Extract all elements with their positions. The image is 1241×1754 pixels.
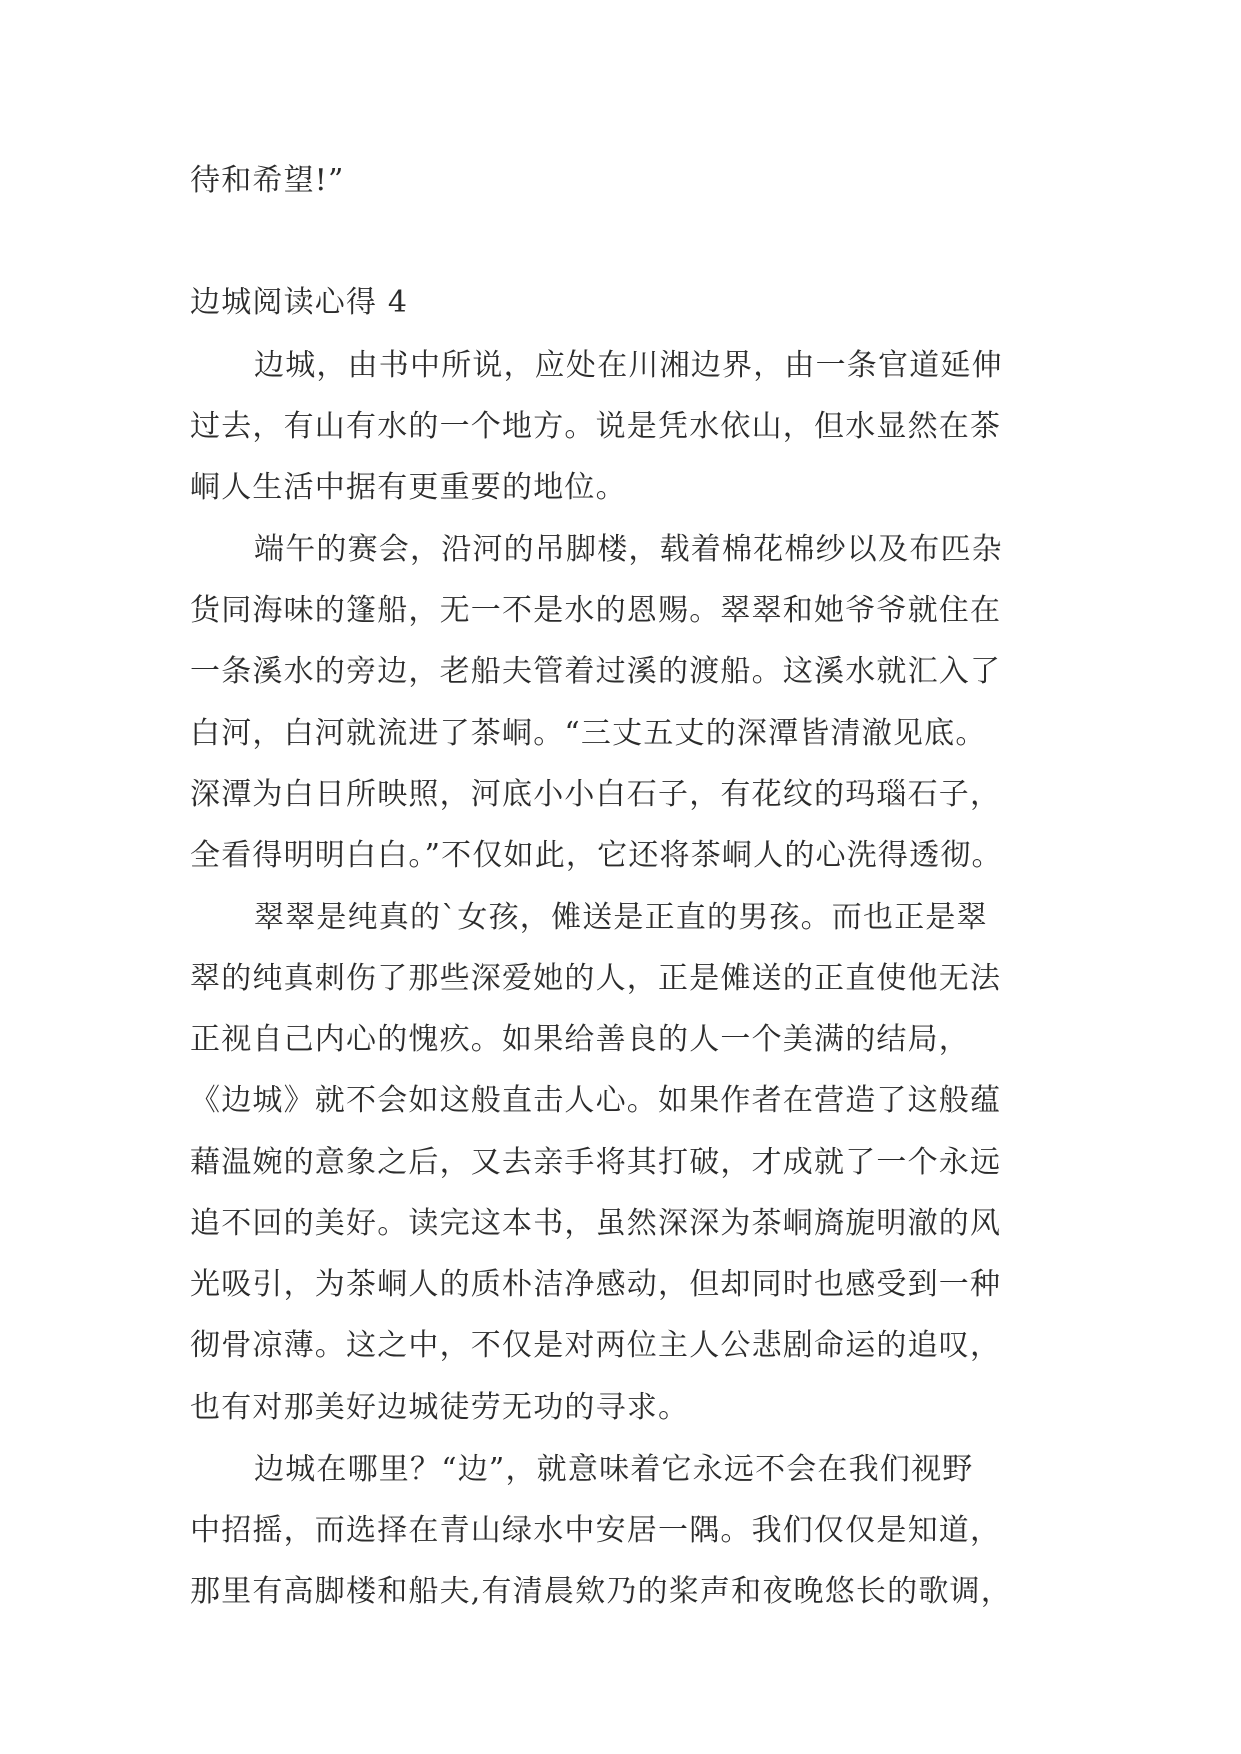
paragraph-2-line-2: 货同海味的篷船，无一不是水的恩赐。翠翠和她爷爷就住在 bbox=[190, 593, 1002, 628]
paragraph-3-line-2: 翠的纯真刺伤了那些深爱她的人，正是傩送的正直使他无法 bbox=[190, 961, 1002, 996]
paragraph-3-line-1: 翠翠是纯真的`女孩，傩送是正直的男孩。而也正是翠 bbox=[254, 900, 988, 935]
paragraph-3-line-8: 彻骨凉薄。这之中，不仅是对两位主人公悲剧命运的追叹， bbox=[190, 1328, 1002, 1363]
paragraph-3-line-7: 光吸引，为茶峒人的质朴洁净感动，但却同时也感受到一种 bbox=[190, 1267, 1002, 1302]
section-heading: 边城阅读心得 4 bbox=[190, 285, 409, 320]
paragraph-4-line-1: 边城在哪里？“边”，就意味着它永远不会在我们视野 bbox=[254, 1452, 974, 1487]
paragraph-4-line-2: 中招摇，而选择在青山绿水中安居一隅。我们仅仅是知道， bbox=[190, 1513, 1002, 1548]
paragraph-1-line-3: 峒人生活中据有更重要的地位。 bbox=[190, 470, 627, 505]
paragraph-1-line-1: 边城，由书中所说，应处在川湘边界，由一条官道延伸 bbox=[254, 348, 1003, 383]
paragraph-2-line-1: 端午的赛会，沿河的吊脚楼，载着棉花棉纱以及布匹杂 bbox=[254, 532, 1003, 567]
paragraph-2-line-5: 深潭为白日所映照，河底小小白石子，有花纹的玛瑙石子， bbox=[190, 777, 1002, 812]
paragraph-2-line-4: 白河，白河就流进了茶峒。“三丈五丈的深潭皆清澈见底。 bbox=[190, 716, 987, 751]
paragraph-3-line-4: 《边城》就不会如这般直击人心。如果作者在营造了这般蕴 bbox=[190, 1083, 1002, 1118]
paragraph-2-line-6: 全看得明明白白。”不仅如此，它还将茶峒人的心洗得透彻。 bbox=[190, 838, 1003, 873]
paragraph-2-line-3: 一条溪水的旁边，老船夫管着过溪的渡船。这溪水就汇入了 bbox=[190, 654, 1002, 689]
paragraph-3-line-5: 藉温婉的意象之后，又去亲手将其打破，才成就了一个永远 bbox=[190, 1145, 1002, 1180]
paragraph-3-line-6: 追不回的美好。读完这本书，虽然深深为茶峒旖旎明澈的风 bbox=[190, 1206, 1002, 1241]
paragraph-3-line-9: 也有对那美好边城徒劳无功的寻求。 bbox=[190, 1390, 690, 1425]
paragraph-3-line-3: 正视自己内心的愧疚。如果给善良的人一个美满的结局， bbox=[190, 1022, 970, 1057]
paragraph-4-line-3: 那里有高脚楼和船夫,有清晨欸乃的桨声和夜晚悠长的歌调， bbox=[190, 1574, 1012, 1609]
continuation-line: 待和希望!” bbox=[190, 163, 345, 198]
paragraph-1-line-2: 过去，有山有水的一个地方。说是凭水依山，但水显然在茶 bbox=[190, 409, 1002, 444]
